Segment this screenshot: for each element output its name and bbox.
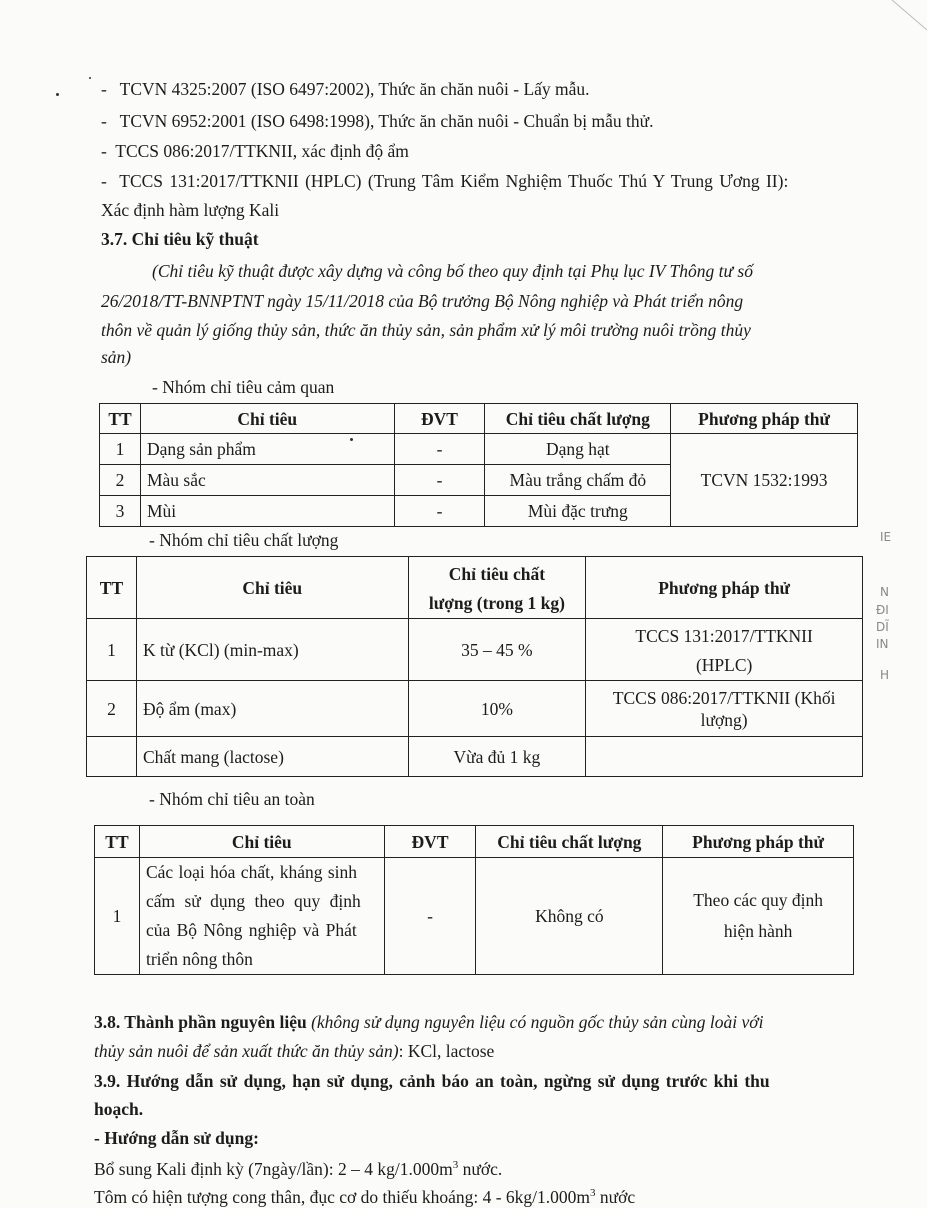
margin-mark: IE <box>880 530 892 544</box>
table-row <box>100 434 858 465</box>
table-caption-quality: - Nhóm chỉ tiêu chất lượng <box>149 530 339 550</box>
col-header-method: Phương pháp thử <box>671 404 858 434</box>
row-criterion: Chất mang (lactose) <box>136 737 408 777</box>
table-row <box>87 737 863 777</box>
col-header-quality: Chỉ tiêu chất lượng (trong 1 kg) <box>408 557 586 619</box>
usage-line-1: Bổ sung Kali định kỳ (7ngày/lần): 2 – 4 $kg/1.000m^3$ nước. <box>94 1159 503 1179</box>
row-index <box>87 737 137 777</box>
row-unit: - <box>384 858 476 975</box>
row-method: TCVN 1532:1993 <box>671 434 858 527</box>
row-index: 1 <box>100 434 141 465</box>
ref-item-1: - TCVN 4325:2007 (ISO 6497:2002), Thức ăn chăn nuôi - Lấy mẫu. <box>101 79 590 99</box>
spec-note-line: (Chỉ tiêu kỹ thuật được xây dựng và công bố theo quy định tại Phụ lục IV Thông tư số <box>152 261 753 281</box>
col-header-tt: TT <box>87 557 137 619</box>
table-caption-sensory: - Nhóm chỉ tiêu cảm quan <box>152 377 335 397</box>
row-criterion: Độ ẩm (max) <box>136 681 408 737</box>
row-method: Theo các quy định hiện hành <box>663 858 854 975</box>
col-header-criterion: Chỉ tiêu <box>136 557 408 619</box>
table-row <box>87 681 863 737</box>
row-quality: Dạng hạt <box>485 434 671 465</box>
col-header-criterion: Chỉ tiêu <box>140 404 394 434</box>
row-method: TCCS 086:2017/TTKNII (Khối lượng) <box>586 681 863 737</box>
section-heading-3-9: 3.9. Hướng dẫn sử dụng, hạn sử dụng, cảnh báo an toàn, ngừng sử dụng trước khi thu <box>94 1071 770 1091</box>
row-unit: - <box>394 434 485 465</box>
col-header-tt: TT <box>95 826 140 858</box>
margin-mark: DĨ <box>876 620 889 634</box>
col-header-unit: ĐVT <box>384 826 476 858</box>
row-quality: Không có <box>476 858 663 975</box>
section-heading-3-7: 3.7. Chỉ tiêu kỹ thuật <box>101 229 259 249</box>
margin-mark: ĐI <box>876 603 889 617</box>
table-row <box>95 858 854 975</box>
table-row <box>87 619 863 681</box>
spec-note-line: sản) <box>101 347 132 367</box>
table-caption-safety: - Nhóm chỉ tiêu an toàn <box>149 789 315 809</box>
col-header-tt: TT <box>100 404 141 434</box>
row-unit: - <box>394 496 485 527</box>
row-index: 3 <box>100 496 141 527</box>
spec-note-line: 26/2018/TT-BNNPTNT ngày 15/11/2018 của Bộ trưởng Bộ Nông nghiệp và Phát triển nông <box>101 291 744 311</box>
row-index: 1 <box>87 619 137 681</box>
margin-mark: N <box>880 585 889 599</box>
ref-item-2: - TCVN 6952:2001 (ISO 6498:1998), Thức ăn chăn nuôi - Chuẩn bị mẫu thử. <box>101 111 654 131</box>
ref-item-4-cont: Xác định hàm lượng Kali <box>101 200 280 220</box>
row-unit: - <box>394 465 485 496</box>
row-quality: 35 – 45 % <box>408 619 586 681</box>
scan-speck <box>89 77 91 79</box>
col-header-method: Phương pháp thử <box>586 557 863 619</box>
section-3-8-line2: thủy sản nuôi để sản xuất thức ăn thủy sản): KCl, lactose <box>94 1041 495 1061</box>
col-header-quality: Chỉ tiêu chất lượng <box>485 404 671 434</box>
row-method <box>586 737 863 777</box>
quality-table <box>86 556 863 777</box>
col-header-quality: Chỉ tiêu chất lượng <box>476 826 663 858</box>
row-criterion: Màu sắc <box>140 465 394 496</box>
ref-item-4: - TCCS 131:2017/TTKNII (HPLC) (Trung Tâm Kiểm Nghiệm Thuốc Thú Y Trung Ương II): <box>101 171 789 191</box>
spec-note-line: thôn về quản lý giống thủy sản, thức ăn thủy sản, sản phẩm xử lý môi trường nuôi trồng thủy <box>101 320 751 340</box>
margin-mark: H <box>880 668 890 682</box>
usage-line-2: Tôm có hiện tượng cong thân, đục cơ do thiếu khoáng: $4 - 6kg/1.000m^3$ nước <box>94 1187 636 1207</box>
col-header-unit: ĐVT <box>394 404 485 434</box>
row-index: 1 <box>95 858 140 975</box>
row-criterion: K từ (KCl) (min-max) <box>136 619 408 681</box>
row-quality: Màu trắng chấm đỏ <box>485 465 671 496</box>
col-header-criterion: Chỉ tiêu <box>139 826 384 858</box>
section-heading-3-8: 3.8. Thành phần nguyên liệu <box>94 1012 307 1032</box>
row-index: 2 <box>87 681 137 737</box>
section-3-8-line1: 3.8. Thành phần nguyên liệu (không sử dụng nguyên liệu có nguồn gốc thủy sản cùng loài với <box>94 1012 764 1032</box>
usage-subheading: - Hướng dẫn sử dụng: <box>94 1128 259 1148</box>
row-index: 2 <box>100 465 141 496</box>
row-method: TCCS 131:2017/TTKNII (HPLC) <box>586 619 863 681</box>
row-criterion: Mùi <box>140 496 394 527</box>
row-quality: Vừa đủ 1 kg <box>408 737 586 777</box>
sensory-table <box>99 403 858 527</box>
row-quality: Mùi đặc trưng <box>485 496 671 527</box>
safety-table <box>94 825 854 975</box>
row-quality: 10% <box>408 681 586 737</box>
margin-mark: IN <box>876 637 889 651</box>
section-heading-3-9-cont: hoạch. <box>94 1099 144 1119</box>
row-criterion: Dạng sản phẩm <box>140 434 394 465</box>
ref-item-3: - TCCS 086:2017/TTKNII, xác định độ ẩm <box>101 141 409 161</box>
col-header-method: Phương pháp thử <box>663 826 854 858</box>
page-fold-mark <box>837 0 927 40</box>
row-criterion: Các loại hóa chất, kháng sinh cấm sử dụng theo quy định của Bộ Nông nghiệp và Phát triển nông thôn <box>139 858 384 975</box>
scan-speck <box>56 93 59 96</box>
